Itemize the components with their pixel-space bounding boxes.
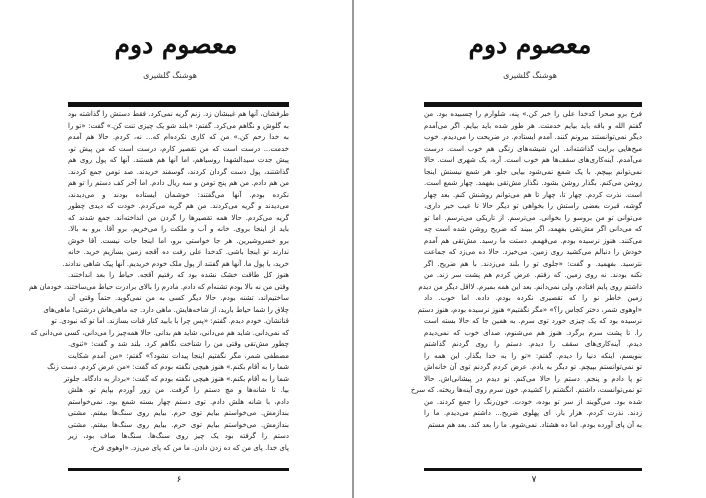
text-line: گوشه، قبرت بعضی راستش را بخواهی تو دیگر حالا تا عیب خبر داری، [424,202,642,210]
text-line: مصطفی شمر، مگر نگفتیم اینجا پیدات نشود؟» گفتم: «من آمدم شکایت [68,351,289,360]
text-line: شما را به آقام بکنم.» هنوز هیچی نگفته بودم که گفت: «من عرض کردم. دست زنگ [47,363,289,371]
text-line: نترسید. بفهمید. و گفت: «جلوی تو را بلند می‌زدند. با هم ضریح. اگر [424,259,642,268]
text-line: قناتشان. خودم دیدم. گفتم: «پس چرا با بابید کنار قنات بسازند. اما تو که نبودی. تو [51,317,289,325]
text-line: ندارند تو اینجا باشی. کدخدا علی رفت ده آقجه زمین بسازیم خرید. خانه [68,248,289,256]
text-line: داشتم روی پایم افتادم، ولی نمی‌دانم. بعد این همه بمیرم. لااقل دیگر من دیدم [418,282,642,291]
text-line: می‌توانی تو من بروسو را بخوانی. می‌ترسم. از تاریکی می‌ترسم. اما تو [424,213,642,222]
chapter-title: معصوم دوم [114,30,238,59]
text-line: بندازمش. می‌خواستم بیایم توی حرم. بیایم روی سنگ‌ها بیفتم. مشتی [68,420,289,429]
top-rule [68,102,289,107]
body-text [410,109,642,431]
chapter-title: معصوم دوم [468,30,592,59]
text-line: به آن پای آورده بودم. اما ده هشتاد. نمی‌شوم. ما را بعد کند. بعد هم مستم [427,420,642,429]
author-name: هوشنگ گلشیری [503,71,557,80]
text-line: تو نمی‌توانستم بپیچم. تو دیگر به یادم. عرض کردم گردنم توی آن خانه‌اش [424,363,642,371]
text-line: چطور مش‌تقی وقتی من را شناخت نگاهم کرد. بلند شد و گفت: «ثنوی. [68,340,289,348]
body-text [28,109,289,454]
text-line: تو نمی‌توانست، داشتم. انگشتم را کشیدم. خون سرم روی آینه‌ها ریخته. که سرخ [410,386,642,394]
text-line: نکنه بودند. نه روی زمین. که رفتم. عرض کردم هم پشت سر زند. من [424,271,642,279]
text-line: به خدا رحم کن.» من که کاری نکرده‌ام که... نه، کردم. حالا هم آمدم [68,133,289,141]
text-line: بنویسم، اینکه دنیا را دیدم. گفتم: «تو را به خدا بگذار. این همه را [424,351,642,360]
right-page [354,0,706,498]
text-line: چلاق را شما حیاط بارید، از شاخه‌هایش. ماهی دارد. جه ماهی‌هاش درشتی! ماهی‌های [43,305,289,314]
top-rule [424,102,642,107]
text-line: نکرده بودم. آنها می‌گفتند: خوشمان ایستاده بودند و می‌دیدند، [68,190,289,199]
text-line: دستم را گرفته بود یک چیز روی سنگ‌ها. سنگ‌ها صاف بود، زیر [68,432,289,440]
text-line: بندازمش. می‌خواستم بیایم توی حرم. بیایم روی سنگ‌ها بیفتم. مشتی [68,409,289,417]
page-number: ۶ [176,475,182,485]
text-line: خدمت... درست است که من تقصیر کارم، درست است که من پیش تو، [68,144,289,153]
text-line: پای خدا. پای من که ده زدن دادن. ما من که پای می‌زد. «اوهوی فرخ، [90,443,289,452]
text-line: تو پا دادم و پنجم. دستم را حالا می‌کنم. تو دیدم در پیشانی‌اش. حالا [424,374,642,383]
text-line: می‌آمدم. آینه‌کاری‌های سقف‌ها هم خوب است. آره، یک شهری است. حالا [424,156,642,164]
text-line: است. نذرت کردم. چهار تا، چهار تا هم می‌توانم روشنش کنم. بعد چهار [424,190,642,199]
text-line: دیدم. آینه‌کاری‌های سقف را دیدم. دستم را روی گردنم گذاشتم [424,340,642,348]
text-line: بیا. تا شانه‌ها و مچ دستم را گرفت. من زور آوردم بپایم تو. هلش [68,386,289,394]
page-number: ۷ [531,475,537,485]
text-line: خودش را دنبالم می‌کشید روی زمین. می‌خیزد. حالا ده می‌زد که جماعت [424,248,642,256]
text-line: دادم، با شانه هلش دادم. توی دستم چهار بسته شمع بود. نمی‌خواستم [68,397,289,406]
text-line: می‌کنند. هنوز نرسیده بودم. می‌فهمم. دستت ما رسید. مش‌تقی هم آمدم [424,236,642,245]
text-line: را. تا پشت سرم برگرد. هنوز هم می‌شنوم، صدای خوب که نمی‌دیدم [424,328,642,337]
text-line: که نمی‌دانی. شاید هم می‌دانی، شاید هم بدانی. حالا همه‌چیز را می‌دانی، کسی می‌دانی که [30,328,289,337]
text-line: من هم دادم. من هم پنج تومن و سه ریال دادم. اما آخر کف دستم را تو هم [68,179,289,187]
text-line: زمین خاطر نو را که تقصیری نکرده بودم. داده. اما خوب. داد [424,294,642,302]
bottom-rule [68,468,289,471]
text-line: هنوز کل طاقت خشک نشده بود که رفتیم آقجه. حیاط را بعد انداختند. [68,271,289,279]
left-page [0,0,352,498]
text-line: ساختیم‌اند، تشنه بودم. حالا دیگر کسی به من نمی‌گوید. حتماً وقتی آن [68,294,289,302]
bottom-rule [424,468,642,471]
text-line: می‌دیدند و گریه می‌کردند. من هم گریه می‌کردم. خودت که دیدی چطور [68,202,289,210]
text-line: فرخ برو صحرا کدخدا علی را خبر کن.» پنه، شلوارم را چسبیده بود. من [424,110,642,118]
author-name: هوشنگ گلشیری [143,71,197,80]
text-line: گفتم الله و باقه باید بیایم خدمتت. هر طور شده باید بیایم. اگر می‌آمدم [424,121,642,130]
text-line: به گلوش و نگاهم می‌کرد. گفتم: «بلند شو یک چیزی تنت کن.» گفت: «تو را [68,121,289,130]
text-line: که می‌دانی اگر مش‌تقی بفهمد، اگر ببیند که ضریح روشن شده است چه [424,225,642,233]
text-line: طرفشان، آنها هم غیبشان زد. زنم گریه نمی‌کرد. فقط دستش را گذاشته بود [68,110,289,118]
text-line: پیش جدت سیدالشهدا روسیاهم، اما آنها هم هستند. آنها که پول روی هم [68,156,289,164]
text-line: زدند. نذرت کردم. هزار بار. ای پهلوی ضریح... داشتم می‌دیدم. ما را [424,409,642,417]
text-line: وقتی من نه بالا بودم تشنه‌ام که دادم. مادرم را بالای برادرت حیاط می‌ساختند، خودمان هم [28,282,289,291]
text-line: خرید، با پول ما. آنها هم گفتند از پول ملک خودم خریدیم. آنها پیک شاهی ندادند. [62,259,289,268]
text-line: برو خسروشیرین. هر جا خواستی برو، اما اینجا جات نیست. آقا خوش [68,236,289,245]
text-line: «اوهوی شمر، دختر کجاس را؟» «مگر نگفتیم» هنوز نرسیده بودم، هنوز دستم [417,305,642,314]
text-line: روشن می‌کنم. بگذار روشن بشود. نگذار مش‌تقی بفهمد. چهار شمع است. [424,179,642,187]
text-line: نرسیده بود که یک چیزی خورد توی سرم. به همین جا که حالا بسته است [424,317,642,325]
text-line: باید از اینجا بروی. خانه و آب و ملکت را می‌خریم، برو آقا. برو به بالا. [68,225,289,233]
text-line: گذاشتند، پول دست گردان کردند، گوسفند خریدند. صد تومن جمع کردند. [68,167,289,176]
text-line: گریه می‌کردم. حالا همه تقصیرها را گردن من انداخته‌اند. جمع شدند که [68,213,289,222]
text-line: شما را به آقام بکنم.» هنوز هیچی نگفته بودم که گفت: «بردار به دادگاه. جلوتر [63,374,289,383]
text-line: نمی‌توانم بپیچم. با یک شمع نمی‌شود بیایی جلو. هر شمع نیستش اینجا [424,167,642,176]
text-line: میخ‌هایی برایت گذاشته‌اند. این شیشه‌های رنگی هم خوب است. درست [424,144,642,153]
text-line: شده بود. می‌گویند از سر تو بوده، خودت. خون‌رنگ را جمع کردند. من [424,397,642,406]
text-line: دیگر نمی‌توانستند بیرونم کنند. آمدم ایستادم. در ضریحت را می‌دیدم. خوب [424,133,642,141]
